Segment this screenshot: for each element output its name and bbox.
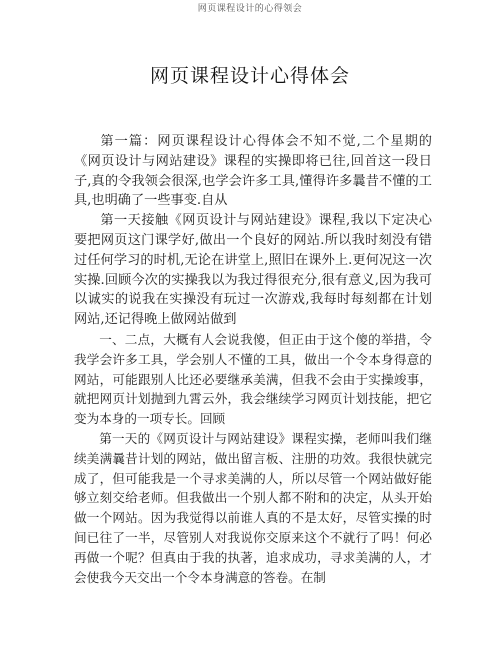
- paragraph: 第一天接触《网页设计与网站建设》课程,我以下定决心要把网页这门课学好,做出一个良好的网站.所以我时刻没有错过任何学习的时机,无论在讲堂上,照旧在课外上.更何况这一次实操.回顾今次的实操我以为我过得很充分,很有意义,因为我可以诚实的说我在实操没有玩过一次游戏,我每时每刻都在计划网站,还记得晚上做网站做到: [74, 213, 432, 328]
- running-header: 网页课程设计的心得领会: [197, 4, 303, 14]
- document-body: [74, 132, 432, 587]
- document-title: 网页课程设计心得体会: [149, 65, 350, 87]
- paragraph: 一、二点，大概有人会说我傻，但正由于这个傻的举措，令我学会许多工具，学会别人不懂的工具，做出一个令本身得意的网站，可能跟别人比还必要继承美满，但我不会由于实操竣事，就把网页计划抛到九霄云外，我会继续学习网页计划技能，把它变为本身的一项专长。回顾: [74, 331, 432, 427]
- paragraph: 第一篇：网页课程设计心得体会不知不觉,二个星期的《网页设计与网站建设》课程的实操即将已往,回首这一段日子,真的令我领会很深,也学会许多工具,懂得许多曩昔不懂的工具,也明确了一些事变.自从: [74, 134, 432, 209]
- paragraph: 第一天的《网页设计与网站建设》课程实操，老师叫我们继续美满曩昔计划的网站，做出留言板、注册的功效。我很快就完成了，但可能我是一个寻求美满的人，所以尽管一个网站做好能够立刻交给老师。但我做出一个别人都不附和的决定，从头开始做一个网站。因为我觉得以前谁人真的不是太好，尽管实操的时间已往了一半，尽管别人对我说你交原来这个不就行了吗！何必再做一个呢？但真由于我的执著，追求成功，寻求美满的人，才会使我今天交出一个令本身满意的答卷。在制: [74, 430, 432, 585]
